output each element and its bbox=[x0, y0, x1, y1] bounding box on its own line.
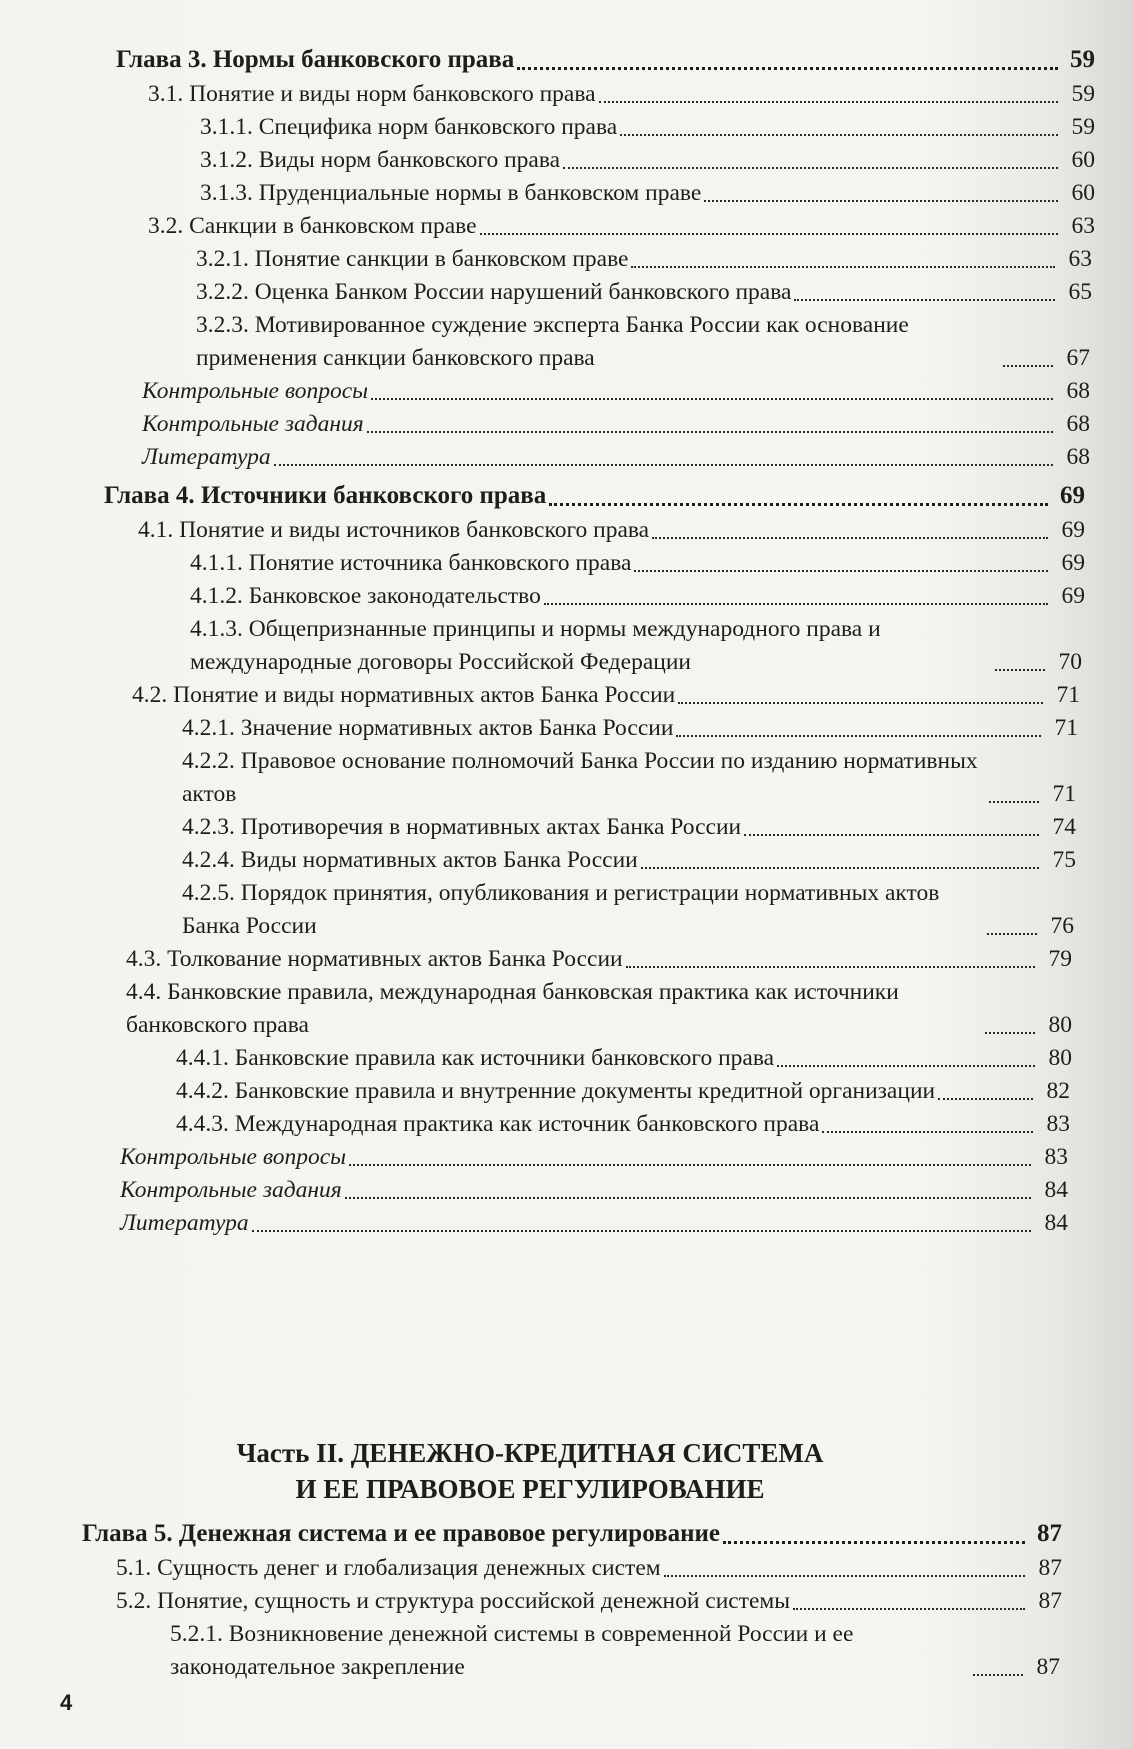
toc-entry bbox=[70, 844, 1076, 877]
toc-entry bbox=[70, 1618, 1060, 1684]
toc-entry bbox=[70, 712, 1078, 745]
toc-leader-dots bbox=[620, 134, 1058, 136]
toc-entry-title: 4.4.3. Международная практика как источник банковского права bbox=[176, 1111, 820, 1137]
toc-page-number: 63 bbox=[1068, 246, 1092, 272]
toc-leader-dots bbox=[371, 398, 1053, 400]
toc-chapter-entry bbox=[70, 1516, 1062, 1552]
toc-entry bbox=[70, 1174, 1068, 1207]
toc-entry bbox=[70, 613, 1082, 679]
toc-leader-dots bbox=[989, 801, 1039, 803]
toc-entry bbox=[70, 1585, 1062, 1618]
toc-page-number: 75 bbox=[1052, 847, 1076, 873]
toc-entry bbox=[70, 243, 1092, 276]
toc-entry bbox=[70, 441, 1090, 474]
toc-entry-title: 3.2. Санкции в банковском праве bbox=[148, 213, 477, 239]
toc-page-number: 80 bbox=[1048, 1012, 1072, 1038]
page-number: 4 bbox=[60, 1690, 73, 1715]
toc-entry-title: 3.2.2. Оценка Банком России нарушений банковского права bbox=[196, 279, 792, 305]
toc-page-number: 59 bbox=[1071, 81, 1095, 107]
toc-entry bbox=[70, 375, 1090, 408]
toc-entry-title: 5.1. Сущность денег и глобализация денежных систем bbox=[116, 1555, 661, 1581]
toc-leader-dots bbox=[274, 464, 1053, 466]
part-heading bbox=[90, 1435, 970, 1507]
toc-entry-title: Контрольные вопросы bbox=[120, 1144, 347, 1170]
toc-entry bbox=[70, 877, 1074, 943]
toc-page-number: 69 bbox=[1061, 517, 1085, 543]
toc-leader-dots bbox=[626, 966, 1035, 968]
toc-entry bbox=[70, 1075, 1070, 1108]
toc-page-number: 71 bbox=[1052, 781, 1076, 807]
toc-page-number: 70 bbox=[1058, 649, 1082, 675]
toc-entry-title: Литература bbox=[120, 1210, 249, 1236]
toc-entry bbox=[70, 276, 1092, 309]
toc-leader-dots bbox=[544, 603, 1048, 605]
toc-page-number: 69 bbox=[1061, 583, 1085, 609]
toc-entry bbox=[70, 309, 1090, 375]
toc-entry bbox=[70, 408, 1090, 441]
toc-leader-dots bbox=[563, 167, 1058, 169]
toc-page-number: 87 bbox=[1038, 1588, 1062, 1614]
toc-leader-dots bbox=[678, 702, 1043, 704]
toc-page-number: 87 bbox=[1037, 1520, 1062, 1547]
toc-entry-title: 4.4. Банковские правила, международная банковская практика как источники банковского права bbox=[126, 979, 899, 1038]
toc-leader-dots bbox=[517, 67, 1058, 70]
toc-leader-dots bbox=[1003, 365, 1053, 367]
toc-entry-title: Глава 3. Нормы банковского права bbox=[116, 46, 515, 73]
toc-page-number: 87 bbox=[1038, 1555, 1062, 1581]
toc-leader-dots bbox=[794, 299, 1055, 301]
toc-leader-dots bbox=[345, 1197, 1031, 1199]
toc-entry-title: 4.4.2. Банковские правила и внутренние документы кредитной организации bbox=[176, 1078, 936, 1104]
toc-entry-title: Глава 5. Денежная система и ее правовое регулирование bbox=[82, 1520, 720, 1547]
toc-page-number: 83 bbox=[1046, 1111, 1070, 1137]
toc-page-number: 74 bbox=[1052, 814, 1076, 840]
toc-page-number: 65 bbox=[1068, 279, 1092, 305]
toc-entry bbox=[70, 943, 1072, 976]
toc-entry bbox=[70, 514, 1085, 547]
toc-entry bbox=[70, 1108, 1070, 1141]
toc-leader-dots bbox=[822, 1131, 1033, 1133]
toc-entry bbox=[70, 547, 1085, 580]
toc-page-number: 68 bbox=[1066, 378, 1090, 404]
toc-entry-title: 4.2.2. Правовое основание полномочий Банка России по изданию нормативных актов bbox=[182, 748, 978, 807]
toc-leader-dots bbox=[367, 431, 1053, 433]
toc-entry bbox=[70, 679, 1080, 712]
toc-page-number: 60 bbox=[1071, 147, 1095, 173]
toc-entry bbox=[70, 1042, 1072, 1075]
toc-entry-title: 4.1. Понятие и виды источников банковского права bbox=[138, 517, 650, 543]
part-heading-line-1: Часть II. ДЕНЕЖНО-КРЕДИТНАЯ СИСТЕМА bbox=[236, 1438, 824, 1468]
toc-entry-title: Глава 4. Источники банковского права bbox=[104, 482, 547, 509]
toc-entry-title: Контрольные вопросы bbox=[142, 378, 369, 404]
toc-leader-dots bbox=[631, 266, 1055, 268]
toc-entry-title: 4.3. Толкование нормативных актов Банка России bbox=[126, 946, 623, 972]
toc-entry-title: 3.2.3. Мотивированное суждение эксперта Банка России как основание применения санкции банковского права bbox=[196, 312, 909, 371]
toc-page-number: 67 bbox=[1066, 345, 1090, 371]
toc-entry-title: 5.2. Понятие, сущность и структура российской денежной системы bbox=[116, 1588, 791, 1614]
toc-chapter-entry bbox=[70, 42, 1095, 78]
toc-leader-dots bbox=[777, 1065, 1035, 1067]
toc-entry-title: 3.1.1. Специфика норм банковского права bbox=[200, 114, 618, 140]
toc-leader-dots bbox=[652, 537, 1048, 539]
toc-page-number: 69 bbox=[1061, 550, 1085, 576]
toc-leader-dots bbox=[723, 1541, 1025, 1544]
toc-entry bbox=[70, 1552, 1062, 1585]
toc-leader-dots bbox=[634, 570, 1048, 572]
toc-leader-dots bbox=[704, 200, 1058, 202]
toc-page-number: 87 bbox=[1036, 1654, 1060, 1680]
toc-entry bbox=[70, 811, 1076, 844]
toc-entry-title: 5.2.1. Возникновение денежной системы в современной России и ее законодательное закрепление bbox=[170, 1621, 854, 1680]
toc-entry-title: 4.2.1. Значение нормативных актов Банка России bbox=[182, 715, 674, 741]
toc-entry bbox=[70, 1141, 1068, 1174]
toc-leader-dots bbox=[549, 503, 1048, 506]
toc-leader-dots bbox=[987, 933, 1037, 935]
toc-leader-dots bbox=[985, 1032, 1035, 1034]
toc-leader-dots bbox=[938, 1098, 1033, 1100]
toc-entry-title: 4.2.3. Противоречия в нормативных актах Банка России bbox=[182, 814, 742, 840]
toc-leader-dots bbox=[744, 834, 1039, 836]
toc-page-number: 83 bbox=[1044, 1144, 1068, 1170]
toc-page-number: 82 bbox=[1046, 1078, 1070, 1104]
toc-leader-dots bbox=[793, 1608, 1025, 1610]
toc-entry bbox=[70, 144, 1095, 177]
toc-entry-title: 4.4.1. Банковские правила как источники банковского права bbox=[176, 1045, 775, 1071]
toc-page-number: 84 bbox=[1044, 1177, 1068, 1203]
toc-entry-title: 4.2.5. Порядок принятия, опубликования и регистрации нормативных актов Банка России bbox=[182, 880, 940, 939]
table-of-contents-continued bbox=[70, 1512, 1110, 1684]
toc-entry-title: Контрольные задания bbox=[142, 411, 364, 437]
toc-leader-dots bbox=[349, 1164, 1031, 1166]
toc-entry bbox=[70, 1207, 1068, 1240]
toc-entry bbox=[70, 78, 1095, 111]
toc-page-number: 76 bbox=[1050, 913, 1074, 939]
toc-page-number: 59 bbox=[1070, 46, 1095, 73]
toc-entry-title: 3.1.2. Виды норм банковского права bbox=[200, 147, 561, 173]
toc-page-number: 84 bbox=[1044, 1210, 1068, 1236]
toc-page-number: 69 bbox=[1060, 482, 1085, 509]
toc-page-number: 63 bbox=[1071, 213, 1095, 239]
toc-entry-title: 4.1.3. Общепризнанные принципы и нормы международного права и международные договоры Российской Федерации bbox=[190, 616, 881, 675]
toc-entry-title: 4.1.2. Банковское законодательство bbox=[190, 583, 541, 609]
toc-entry-title: Контрольные задания bbox=[120, 1177, 342, 1203]
table-of-contents bbox=[70, 38, 1110, 1240]
toc-page-number: 68 bbox=[1066, 444, 1090, 470]
toc-page-number: 71 bbox=[1054, 715, 1078, 741]
toc-entry-title: 3.1.3. Пруденциальные нормы в банковском праве bbox=[200, 180, 702, 206]
toc-page-number: 59 bbox=[1071, 114, 1095, 140]
toc-leader-dots bbox=[995, 669, 1045, 671]
toc-leader-dots bbox=[676, 735, 1041, 737]
toc-leader-dots bbox=[641, 867, 1039, 869]
toc-entry bbox=[70, 976, 1072, 1042]
toc-entry bbox=[70, 745, 1076, 811]
toc-entry-title: 3.1. Понятие и виды норм банковского права bbox=[148, 81, 596, 107]
toc-entry-title: 4.1.1. Понятие источника банковского права bbox=[190, 550, 632, 576]
toc-leader-dots bbox=[252, 1230, 1031, 1232]
toc-entry bbox=[70, 177, 1095, 210]
toc-entry-title: Литература bbox=[142, 444, 271, 470]
toc-entry-title: 4.2. Понятие и виды нормативных актов Банка России bbox=[132, 682, 676, 708]
toc-page-number: 71 bbox=[1056, 682, 1080, 708]
toc-leader-dots bbox=[480, 233, 1058, 235]
toc-entry-title: 4.2.4. Виды нормативных актов Банка России bbox=[182, 847, 638, 873]
toc-page-number: 80 bbox=[1048, 1045, 1072, 1071]
part-heading-line-2: И ЕЕ ПРАВОВОЕ РЕГУЛИРОВАНИЕ bbox=[295, 1474, 765, 1504]
toc-page-number: 79 bbox=[1048, 946, 1072, 972]
toc-leader-dots bbox=[664, 1575, 1025, 1577]
toc-chapter-entry bbox=[70, 478, 1085, 514]
toc-entry bbox=[70, 210, 1095, 243]
toc-leader-dots bbox=[973, 1674, 1023, 1676]
toc-entry-title: 3.2.1. Понятие санкции в банковском праве bbox=[196, 246, 629, 272]
toc-leader-dots bbox=[599, 101, 1058, 103]
toc-page-number: 68 bbox=[1066, 411, 1090, 437]
toc-entry bbox=[70, 111, 1095, 144]
toc-entry bbox=[70, 580, 1085, 613]
toc-page-number: 60 bbox=[1071, 180, 1095, 206]
